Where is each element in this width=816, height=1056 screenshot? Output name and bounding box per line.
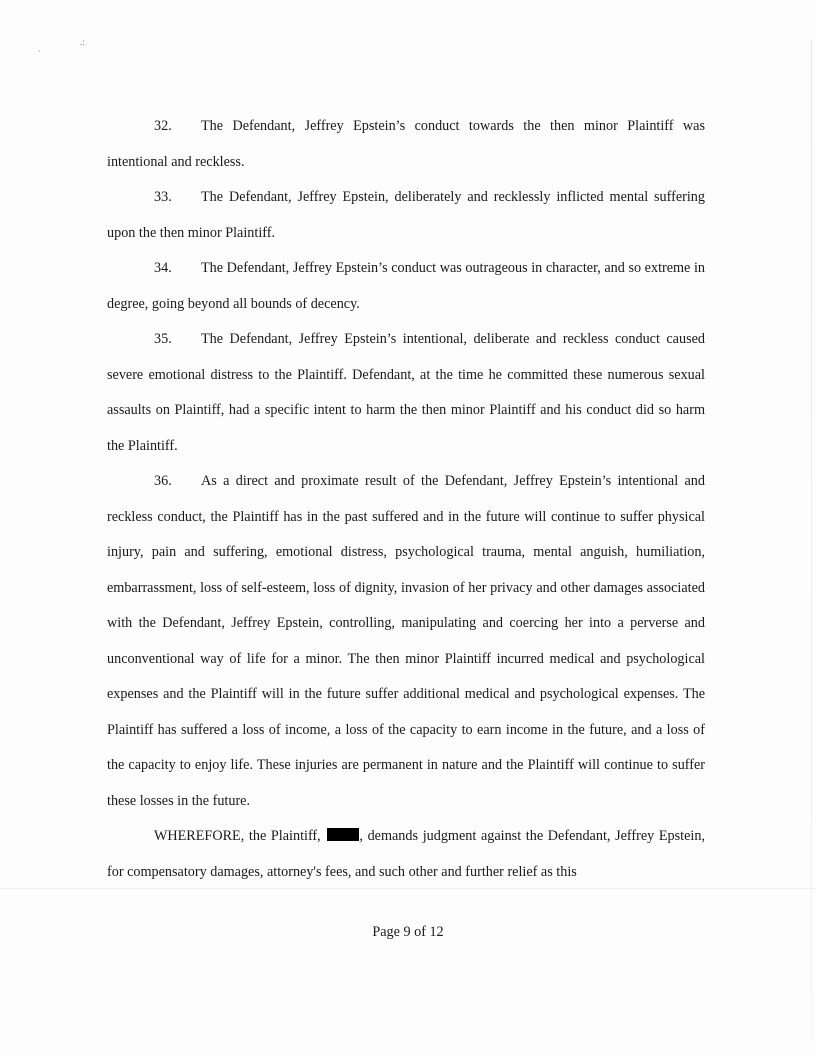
paragraph-32 <box>107 109 705 180</box>
paragraph-number: 34. <box>154 260 172 276</box>
paragraph-text: The Defendant, Jeffrey Epstein’s conduct was outrageous in character, and so extreme in degree, going beyond all bounds of decency. <box>107 260 705 312</box>
wherefore-clause <box>107 819 705 890</box>
paragraph-35 <box>107 322 705 464</box>
redaction-bar <box>327 828 359 841</box>
page-edge <box>811 40 812 1040</box>
scan-artifact: .: <box>80 37 85 47</box>
paragraph-34 <box>107 251 705 322</box>
wherefore-prefix: WHEREFORE, the Plaintiff, <box>154 828 321 844</box>
scan-artifact: ` <box>38 49 41 59</box>
paragraph-number: 33. <box>154 189 172 205</box>
paragraph-text: The Defendant, Jeffrey Epstein, deliberately and recklessly inflicted mental suffering upon the then minor Plaintiff. <box>107 189 705 241</box>
paragraph-number: 32. <box>154 118 172 134</box>
paragraph-36 <box>107 464 705 819</box>
paragraph-number: 35. <box>154 331 172 347</box>
document-body <box>107 109 705 890</box>
paragraph-text: As a direct and proximate result of the Defendant, Jeffrey Epstein’s intentional and reckless conduct, the Plaintiff has in the past suffered and in the future will continue to suffer physical injury, pain and suffering, emotional distress, psychological trauma, mental anguish, humiliation, embarrassment, loss of self-esteem, loss of dignity, invasion of her privacy and other damages associated with the Defendant, Jeffrey Epstein, controlling, manipulating and coercing her into a perverse and unconventional way of life for a minor. The then minor Plaintiff incurred medical and psychological expenses and the Plaintiff will in the future suffer additional medical and psychological expenses. The Plaintiff has suffered a loss of income, a loss of the capacity to earn income in the future, and a loss of the capacity to enjoy life. These injuries are permanent in nature and the Plaintiff will continue to suffer these losses in the future. <box>107 473 705 809</box>
paragraph-text: The Defendant, Jeffrey Epstein’s conduct towards the then minor Plaintiff was intentional and reckless. <box>107 118 705 170</box>
paragraph-text: The Defendant, Jeffrey Epstein’s intentional, deliberate and reckless conduct caused severe emotional distress to the Plaintiff. Defendant, at the time he committed these numerous sexual assaults on Plaintiff, had a specific intent to harm the then minor Plaintiff and his conduct did so harm the Plaintiff. <box>107 331 705 454</box>
paragraph-number: 36. <box>154 473 172 489</box>
page-number: Page 9 of 12 <box>372 924 444 940</box>
paragraph-33 <box>107 180 705 251</box>
wherefore-suffix: , demands judgment against the Defendant, Jeffrey Epstein, for compensatory damages, attorney's fees, and such other and further relief as this <box>107 828 705 880</box>
